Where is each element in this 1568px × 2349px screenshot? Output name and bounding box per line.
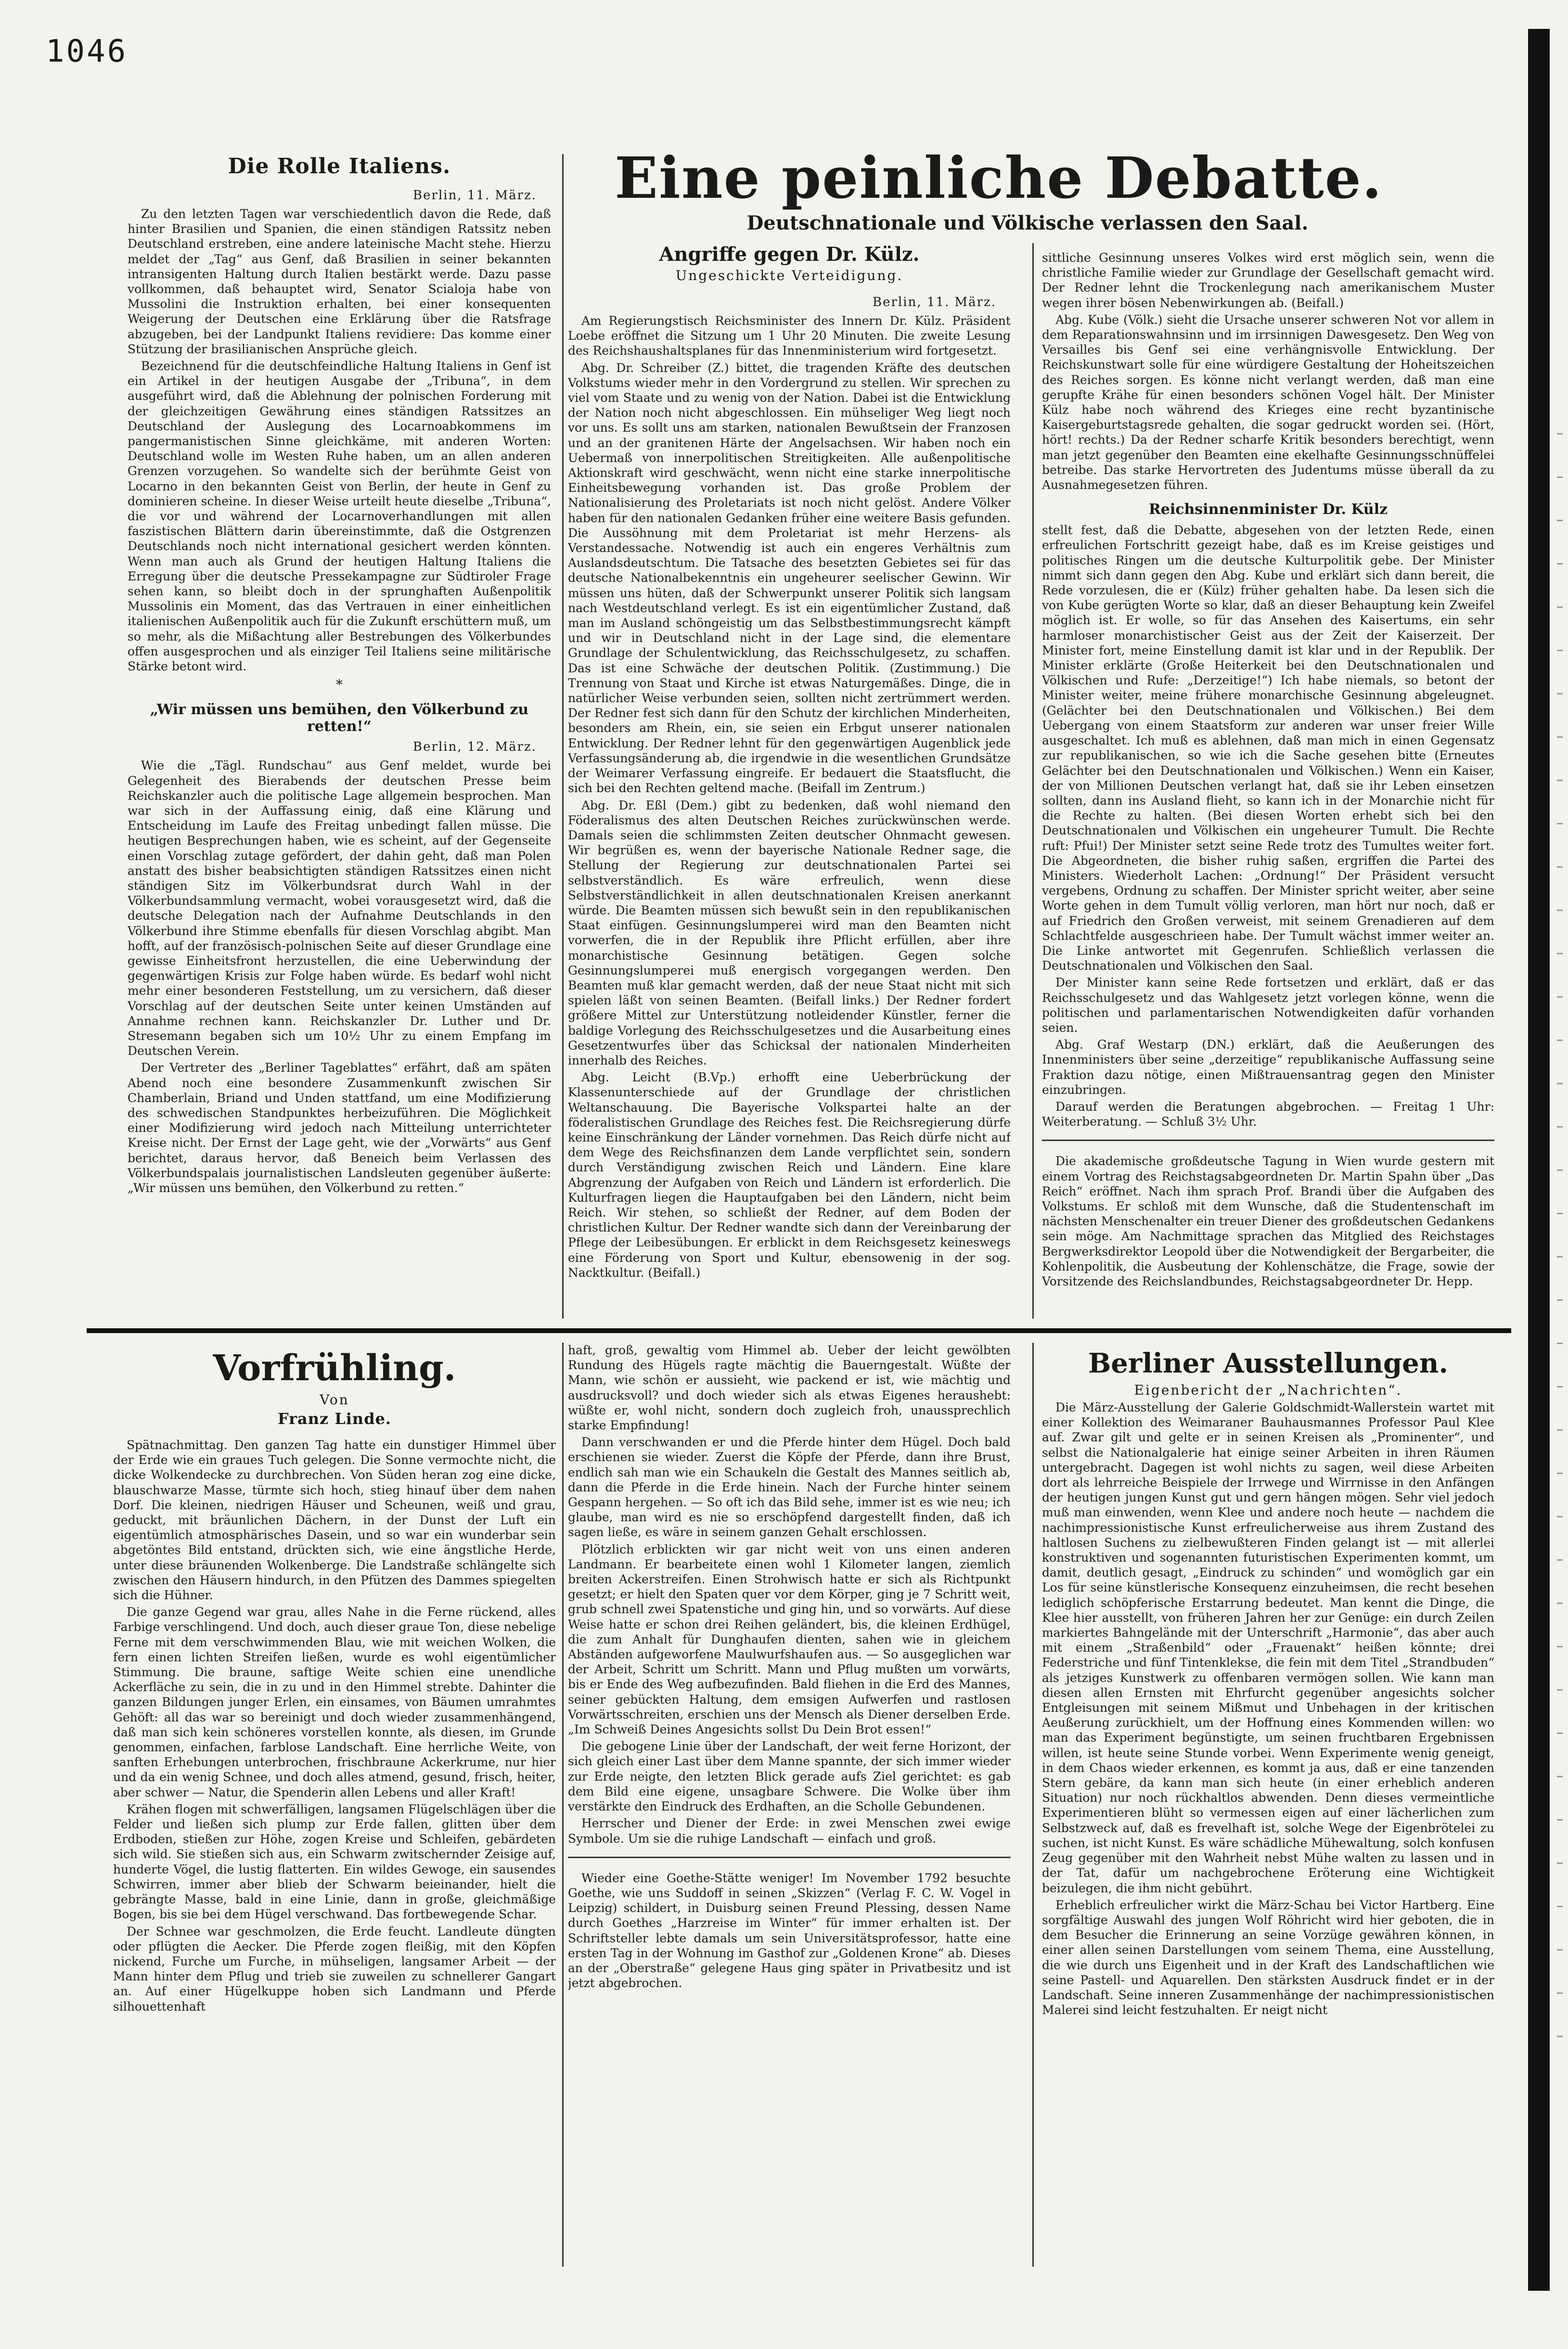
article-title: Die Rolle Italiens. bbox=[228, 154, 451, 179]
kicker-sub: Ungeschickte Verteidigung. bbox=[675, 268, 903, 283]
paragraph: Erheblich erfreulicher wirkt die März-Schau bei Victor Hartberg. Eine sorgfältige Auswahl des jungen Wolf Röhricht wird hier geboten, die in dem Besucher die Erinnerung an seine Vorzüge gewähren können, in einer allen seinen Darstellungen vom seinem Thema, eine Ausstellung, die wie durch uns Eigenheit und in der Kraft des Landschaftlichen wie seine Pastell- und Aquarellen. Den stärksten Ausdruck findet er in der Landschaft. Seine inneren Zusammenhänge der nachimpressionistischen Malerei sind leicht festzuhalten. Er neigt nicht bbox=[1042, 1898, 1494, 2017]
paragraph: haft, groß, gewaltig vom Himmel ab. Ueber der leicht gewölbten Rundung des Hügels ragte mächtig die Bauerngestalt. Wüßte der Mann, wie schön er aussieht, wie packend er ist, wie mächtig und ausdrucksvoll? und doch wieder sich als etwas Eigenes heraushebt: wüßte er, wohl nicht, sondern doch zugleich froh, unaussprechlich starke Empfindung! bbox=[568, 1343, 1011, 1433]
paragraph: Der Vertreter des „Berliner Tageblattes“ erfährt, daß am späten Abend noch eine besondere Zusammenkunft zwischen Sir Chamberlain, Briand und Unden stattfand, um eine Modifizierung des schwedischen Standpunktes herbeizuführen. Die Möglichkeit einer Modifizierung wird jedoch nach Mitteilung unterrichteter Kreise nicht. Der Ernst der Lage geht, wie der „Vorwärts“ aus Genf berichtet, daraus hervor, daß Beneich beim Verlassen des Völkerbundspalais journalistischen Landsleuten gegenüber äußerte: „Wir müssen uns bemühen, den Völkerbund zu retten.“ bbox=[128, 1061, 551, 1195]
column-rule bbox=[562, 1343, 564, 2267]
paragraph: Darauf werden die Beratungen abgebrochen. — Freitag 1 Uhr: Weiterberatung. — Schluß 3½ Uhr. bbox=[1042, 1099, 1494, 1129]
dateline: Berlin, 12. März. bbox=[413, 740, 537, 755]
byline-von: Von bbox=[320, 1392, 349, 1408]
column-rule bbox=[562, 154, 564, 1319]
feuilleton-title: Vorfrühling. bbox=[213, 1348, 456, 1389]
paragraph: Bezeichnend für die deutschfeindliche Haltung Italiens in Genf ist ein Artikel in der heutigen Ausgabe der „Tribuna“, in dem ausgeführt wird, daß die Ablehnung der polnischen Forderung mit der gleichzeitigen Gewährung eines ständigen Ratssitzes an Deutschland der Auslegung des Locarnoabkommens im pangermanistischen Sinne gleichkäme, mit anderen Worten: Deutschland wolle im Westen Ruhe haben, um an allen anderen Grenzen vorzugehen. So wandelte sich der berühmte Geist von Locarno in den bekannten Geist von Berlin, der heute in Genf zu dominieren scheine. In dieser Weise urteilt heute dieselbe „Tribuna“, die vor und während der Locarnoverhandlungen mit allen faszistischen Blättern darin übereinstimmte, daß die Ostgrenzen Deutschlands noch nicht international gesichert werden könnten. Wenn man auch als Grund der heutigen Haltung Italiens die Erregung über die deutsche Pressekampagne zur Südtiroler Frage sehen kann, so bleibt doch in der sprunghaften Außenpolitik Mussolinis ein Moment, das das Vertrauen in einer einheitlichen italienischen Außenpolitik auch für die Zukunft erschüttern muß, um so mehr, als die Mißachtung aller Bestrebungen des Völkerbundes offen ausgesprochen und als einziger Teil Italiens seine militärische Stärke betont wird. bbox=[128, 359, 551, 674]
section-separator bbox=[87, 1328, 1511, 1333]
paragraph: Dann verschwanden er und die Pferde hinter dem Hügel. Doch bald erschienen sie wieder. Zuerst die Köpfe der Pferde, dann ihre Brust, endlich sah man wie ein Schaukeln die Gestalt des Mannes seitlich ab, dann die Pferde in die Erde hinein. Nach der Furche hinter seinem Gespann hergehen. — So oft ich das Bild sehe, immer ist es wie neu; ich glaube, man wird es nie so erschöpfend dargestellt finden, daß ich sagen ließe, es wäre in seinem ganzen Gehalt erschlossen. bbox=[568, 1435, 1011, 1540]
paragraph: Die gebogene Linie über der Landschaft, der weit ferne Horizont, der sich gleich einer Last über dem Manne spannte, der sich immer wieder zur Erde neigte, den letzten Blick gerade aufs Ziel gerichtet: es gab dem Bild eine eigene, unsagbare Schwere. Die Wolke über ihm verstärkte den Eindruck des Erdhaften, an die Scholle Gebundenen. bbox=[568, 1739, 1011, 1814]
article-ausstellungen bbox=[1042, 1348, 1494, 2262]
article-subtitle: Eigenbericht der „Nachrichten“. bbox=[1134, 1382, 1402, 1398]
dateline: Berlin, 11. März. bbox=[413, 188, 537, 203]
column-rule bbox=[1032, 243, 1034, 1319]
headline: Eine peinliche Debatte. bbox=[615, 144, 1383, 211]
news-item bbox=[1042, 1140, 1494, 1289]
paragraph: Abg. Graf Westarp (DN.) erklärt, daß die Aeußerungen des Innenministers über seine „derzeitige“ republikanische Auffassung seine Fraktion dazu nötige, einen Mißtrauensantrag gegen den Minister einzubringen. bbox=[1042, 1038, 1494, 1097]
page-edge-bar bbox=[1528, 29, 1550, 2291]
paragraph: Krähen flogen mit schwerfälligen, langsamen Flügelschlägen über die Felder und ließen sich plump zur Erde fallen, glitten über dem Erdboden, stießen zur Höhe, zogen Kreise und Schleifen, gebärdeten sich wild. Sie stießen sich aus, ein Schwarm zwitschernder Zeisige auf, hunderte Vögel, die lustig flatterten. Ein wildes Gewoge, ein sausendes Schwirren, immer aber blieb der Schwarm beieinander, hielt die gebrängte Masse, bald in eine Linie, dann in große, gleichmäßige Bogen, bis sie bei dem Hügel verschwand. Das fortbewegende Schar. bbox=[113, 1802, 556, 1922]
paragraph: Zu den letzten Tagen war verschiedentlich davon die Rede, daß hinter Brasilien und Spanien, die einen ständigen Ratssitz neben Deutschland erstreben, eine andere lateinische Macht stehe. Hierzu meldet der „Tag“ aus Genf, daß Brasilien in seiner bekannten intransigenten Haltung durch Italien bestärkt werde. Dazu passe vollkommen, daß behauptet wird, Senator Scialoja habe von Mussolini die Instruktion erhalten, bei einer konsequenten Weigerung der Deutschen eine Erklärung über die Ratsfrage abzugeben, bei der Landpunkt Italiens revidiere: Das komme einer Stützung der brasilianischen Ansprüche gleich. bbox=[128, 207, 551, 356]
paragraph: Plötzlich erblickten wir gar nicht weit von uns einen anderen Landmann. Er bearbeitete einen wohl 1 Kilometer langen, ziemlich breiten Ackerstreifen. Einen Strohwisch hatte er sich als Richtpunkt gesetzt; er hielt den Spaten quer vor dem Körper, ging je 7 Schritt weit, grub schnell zwei Spatenstiche und ging hin, und so vorwärts. Auf diese Weise hatte er schon drei Reihen geländert, bis, die kleinen Erdhügel, die zum Anhalt für Dunghaufen dienten, sahen wie in gleichem Abständen aufgeworfene Maulwurfshaufen aus. — So ausgeglichen war der Arbeit, Schritt um Schritt. Mann und Pflug mußten um vorwärts, bis er Ende des Weg aufbezufinden. Bald fliehen in die Erd des Mannes, seiner gebückten Haltung, dem emsigen Aufwerfen und rastlosen Vorwärtsschreiten, erschien uns der Mensch als Diener derselben Erde. „Im Schweiß Deines Angesichts sollst Du Dein Brot essen!“ bbox=[568, 1542, 1011, 1737]
page-edge-marks bbox=[1557, 433, 1563, 2069]
paragraph: Die ganze Gegend war grau, alles Nahe in die Ferne rückend, alles Farbige verschlingend. Und doch, auch dieser graue Ton, diese nebelige Ferne mit dem verschwimmenden Blau, wie mit weichen Wolken, die fern einen lichten Streifen ließen, wurde es wohl eigentümlicher Stimmung. Die braune, saftige Weite schien eine unendliche Ackerfläche zu sein, die in zu und in den Himmel strebte. Dahinter die ganzen Bildungen junger Erlen, ein einsames, von Bäumen umrahmtes Gehöft: all das war so bereinigt und doch wieder zusammenhängend, daß man sich kein schöneres vorstellen konnte, als diesen, im Grunde genommen, einfachen, farblose Landschaft. Eine herrliche Weite, von sanften Erhebungen unterbrochen, frischbraune Ackerkrume, nur hier und da ein wenig Schnee, und doch alles atmend, gesund, frisch, heiter, aber schwer — Natur, die Spenderin allen Lebens und aller Kraft! bbox=[113, 1605, 556, 1799]
page-number: 1046 bbox=[46, 34, 128, 69]
dateline: Berlin, 11. März. bbox=[873, 295, 996, 309]
paragraph: Spätnachmittag. Den ganzen Tag hatte ein dunstiger Himmel über der Erde wie ein graues Tuch gelegen. Die Sonne vermochte nicht, die dicke Wolkendecke zu durchbrechen. Von Süden heran zog eine dicke, blauschwarze Masse, türmte sich hoch, stieg hinauf über dem nahen Dorf. Die kleinen, niedrigen Häuser und Scheunen, weiß und grau, geduckt, mit bräunlichen Dächern, in der Dunst der Luft ein eigentümlich atmosphärisches Dasein, und so war ein wunderbar sein abgetöntes Bild entstand, drückten sich, wie eine ängstliche Herde, unter diese bräunenden Wolkenberge. Die Landstraße schlängelte sich zwischen den Häusern hindurch, in den Pfützen des Dammes spiegelten sich die Hühner. bbox=[113, 1438, 556, 1603]
paragraph: Der Schnee war geschmolzen, die Erde feucht. Landleute düngten oder pflügten die Aecker. Die Pferde zogen fleißig, mit den Köpfen nickend, Furche um Furche, in mühseligen, langsamer Arbeit — der Mann hinter dem Pflug und trieb sie zuweilen zu schnellerer Gangart an. Auf einer Hügelkuppe hoben sich Landmann und Pferde silhouettenhaft bbox=[113, 1924, 556, 2014]
debatte-column-1 bbox=[568, 243, 1011, 1316]
feuilleton-vorfruehling-cont bbox=[568, 1343, 1011, 2262]
subheadline: Deutschnationale und Völkische verlassen den Saal. bbox=[746, 212, 1309, 234]
article-title: Berliner Ausstellungen. bbox=[1088, 1348, 1449, 1379]
paragraph: Die akademische großdeutsche Tagung in Wien wurde gestern mit einem Vortrag des Reichstagsabgeordneten Dr. Martin Spahn über „Das Reich“ eröffnet. Nach ihm sprach Prof. Brandi über die Aufgaben des Volkstums. Er schloß mit dem Wunsche, daß die Studentenschaft im nächsten Menschenalter ein treuer Diener des großdeutschen Gedankens sein möge. Am Nachmittage sprachen das Mitglied des Reichstages Bergwerksdirektor Leopold über die Notwendigkeit der Bergarbeiter, die Kohlenpolitik, die Ausbeutung der Kohlenschätze, die Frage, sowie der Vorsitzende des Reichslandbundes, Reichstagsabgeordneter Dr. Hepp. bbox=[1042, 1154, 1494, 1288]
paragraph: Die März-Ausstellung der Galerie Goldschmidt-Wallerstein wartet mit einer Kollektion des Weimaraner Bauhausmannes Professor Paul Klee auf. Zwar gilt und gelte er in seinen Kreisen als „Prominenter“, und selbst die Nationalgalerie hat einige seiner Arbeiten in ihren Räumen untergebracht. Dagegen ist wohl nichts zu sagen, weil diese Arbeiten dort als lehrreiche Beispiele der Irrwege und Wirrnisse in den Anfängen der heutigen jungen Kunst gut und gern hängen mögen. Sehr viel jedoch muß man einwenden, wenn Klee und andere noch heute — nachdem die nachimpressionistische Kunst erfreulicherweise aus ihrem Zustand des haltlosen Suchens zu zielbewußteren Finden gelangt ist — mit allerlei konstruktiven und sogenannten futuristischen Experimenten kommt, um damit, deutlich gesagt, „Eindruck zu schinden“ und womöglich gar ein Los für seine künstlerische Konsequenz einzuheimsen, die recht besehen lediglich schöpferische Erstarrung bedeutet. Man kennt die Dinge, die Klee hier ausstellt, von früheren Jahren her zur Genüge: ein durch Zeilen markiertes Bahngelände mit der Unterschrift „Harmonie“, das aber auch mit einem „Straßenbild“ oder „Frauenakt“ heißen könnte; drei Federstriche und fünf Tintenklekse, die fein mit dem Titel „Strandbuden“ als jetziges Kunstwerk zu offenbaren vermögen sollen. Wie kann man diesen allen Ernsten mit Ehrfurcht gegenüber angesichts solcher Entgleisungen mit seinem Mißmut und Unbehagen in der kritischen Aeußerung zurückhielt, um der Hoffnung eines Kommenden willen: wo man das Experiment begünstigte, um seinen fruchtbaren Ergebnissen willen, ist heute seine Stunde vorbei. Wenn Experimente wenig geneigt, in dem Chaos wieder erkennen, es kommt ja aus, daß er eine tanzenden Stern gebäre, da kann man sich heute (in einer erheblich anderen Situation) nur noch rückhaltlos abwenden. Denn dieses vermeintliche Experimentieren blüht so vermessen eigen auf einer lächerlichen zum Selbstzweck auf, daß es frevelhaft ist, solche Wege der Eigenbrötelei zu suchen, ist nicht Kunst. Es wäre schädliche Mühewaltung, solch konfusen Zeug gegenüber mit den Wahrheit nebst Mühe walten zu lassen und in der Tat, dafür um nachgebrochene Eröterung eine Wichtigkeit beizulegen, die ihm nicht gebührt. bbox=[1042, 1400, 1494, 1895]
paragraph: stellt fest, daß die Debatte, abgesehen von der letzten Rede, einen erfreulichen Fortschritt gezeigt habe, daß es im Kreise geistiges und politisches Ringen um die deutsche Kulturpolitik gebe. Der Minister nimmt sich dann gegen den Abg. Kube und erklärt sich dann bereit, die Rede vorzulesen, die er (Külz) früher gehalten habe. Da lesen sich die von Kube gerügten Worte so klar, daß an dieser Behauptung kein Zweifel möglich ist. Er wolle, so für das Ansehen des Kaisertums, ein sehr harmloser monarchistischer Geist aus der Zeit der Kaiserzeit. Der Minister fort, meine Einstellung damit ist klar und in der Republik. Der Minister erklärte (Große Heiterkeit bei den Deutschnationalen und Völkischen und Rufe: „Derzeitige!“) Ich habe niemals, so betont der Minister weiter, meine frühere monarchische Gesinnung abgeleugnet. (Gelächter bei den Deutschnationalen und Völkischen.) Bei dem Uebergang von einem Staatsform zur anderen war unser freier Wille ausgeschaltet. Ich muß es ablehnen, daß man mich in einen Gegensatz zur republikanischen, so wie ich die Sache gesehen bitte (Erneutes Gelächter bei den Deutschnationalen und Völkischen.) Wenn ein Kaiser, der von Millionen Deutschen verlangt hat, daß sie ihr Leben einsetzen sollten, dann ins Ausland flieht, so kann ich in der Monarchie nicht für die Rechte zu halten. (Bei diesen Worten erhebt sich bei den Deutschnationalen und Völkischen ein ungeheurer Tumult. Die Rechte ruft: Pfui!) Der Minister setzt seine Rede trotz des Tumultes weiter fort. Die Abgeordneten, die bisher ruhig saßen, ergriffen die Partei des Ministers. Wiederholt Lachen: „Ordnung!“ Der Präsident versucht vergebens, Ordnung zu schaffen. Der Minister spricht weiter, aber seine Worte gehen in dem Tumult völlig verloren, man hört nur noch, daß er auf Friedrich den Großen verweist, mit seinem Grenadieren auf dem Schlachtfelde ausgeschrieen habe. Der Tumult wächst immer weiter an. Die Linke antwortet mit Gegenrufen. Schließlich verlassen die Deutschnationalen und Völkischen den Saal. bbox=[1042, 523, 1494, 973]
paragraph: Abg. Dr. Schreiber (Z.) bittet, die tragenden Kräfte des deutschen Volkstums wieder mehr in den Vordergrund zu stellen. Wir sprechen zu viel vom Staate und zu wenig von der Nation. Dabei ist die Entwicklung der Nation noch nicht abgeschlossen. Ein mühseliger Weg liegt noch vor uns. Es sollt uns am starken, nationalen Bewußtsein der Franzosen und an der granitenen Härte der Angelsachsen. Wir haben noch ein Uebermaß von innerpolitischen Streitigkeiten. Alle außenpolitische Aktionskraft wird geschwächt, wenn nicht eine starke innerpolitische Einheitsbewegung vorhanden ist. Das große Problem der Nationalisierung des Proletariats ist noch nicht gelöst. Andere Völker haben für den nationalen Gedanken früher eine weitere Basis gefunden. Die Aussöhnung mit dem Proletariat ist mehr Herzens- als Verstandessache. Notwendig ist auch ein engeres Verhältnis zum Auslandsdeutschtum. Die Tatsache des besetzten Gebietes sei für das deutsche Nationalbekenntnis ein ungeheurer seelischer Gewinn. Wir müssen uns hüten, daß der Schwerpunkt unserer Politik sich langsam nach Westdeutschland verlegt. Es ist ein eigentümlicher Zustand, daß man im Ausland schöngeistig um das Selbstbestimmungsrecht kämpft und wir in Deutschland nicht in der Lage sind, die elementare Grundlage der Schulentwicklung, das Reichsschulgesetz, zu schaffen. Das ist eine Schwäche der deutschen Politik. (Zustimmung.) Die Trennung von Staat und Kirche ist etwas Naturgemäßes. Dinge, die in natürlicher Weise verbunden seien, sollten nicht zertrümmert werden. Der Redner fest sich dann für den Schutz der kirchlichen Minderheiten, besonders am Rhein, ein, sie seien ein Erbgut unserer nationalen Entwicklung. Der Redner lehnt für den gegenwärtigen Augenblick jede Verfassungsänderung ab, die irgendwie in die wesentlichen Grundsätze der Weimarer Verfassung eingreife. Er bedauert die Staatsflucht, die sich bei den Rechten geltend mache. (Beifall im Zentrum.) bbox=[568, 360, 1011, 796]
news-item bbox=[568, 1857, 1011, 1991]
column-rule bbox=[1032, 1343, 1034, 2267]
paragraph: sittliche Gesinnung unseres Volkes wird erst möglich sein, wenn die christliche Familie wieder zur Grundlage der Gesellschaft gemacht wird. Der Redner lehnt die Trockenlegung nach amerikanischem Muster wegen ihrer bösen Nebenwirkungen ab. (Beifall.) bbox=[1042, 251, 1494, 310]
author: Franz Linde. bbox=[277, 1410, 392, 1428]
paragraph: Der Minister kann seine Rede fortsetzen und erklärt, daß er das Reichsschulgesetz und das Wahlgesetz jetzt vorlegen könne, wenn die politischen und parlamentarischen Notwendigkeiten dafür vorhanden seien. bbox=[1042, 976, 1494, 1035]
paragraph: Herrscher und Diener der Erde: in zwei Menschen zwei ewige Symbole. Um sie die ruhige Landschaft — einfach und groß. bbox=[568, 1816, 1011, 1846]
section-quote-heading: „Wir müssen uns bemühen, den Völkerbund zu retten!“ bbox=[150, 701, 529, 735]
debatte-column-2 bbox=[1042, 250, 1494, 1316]
paragraph: Wie die „Tägl. Rundschau“ aus Genf meldet, wurde bei Gelegenheit des Bierabends der deutschen Presse beim Reichskanzler auch die politische Lage allgemein besprochen. Man war sich in der Auffassung einig, daß eine Klärung und Entscheidung im Laufe des Freitag unbedingt fallen müsse. Die heutigen Besprechungen haben, wie es scheint, auf der Gegenseite einen Vorschlag zutage gefördert, der dahin geht, daß man Polen anstatt des bisher beabsichtigten ständigen Ratssitzes einen nicht ständigen Sitz im Völkerbundsrat durch Wahl in der Völkerbundsammlung vermacht, wobei vorausgesetzt wird, daß die deutsche Delegation nach der Aufnahme Deutschlands in den Völkerbund ihre Stimme ebenfalls für diesen Vorschlag abgibt. Man hofft, auf der französisch-polnischen Seite auf dieser Grundlage eine gewisse Einheitsfront herzustellen, die eine Ueberwindung der gegenwärtigen Krisis zur Folge haben würde. Es bedarf wohl nicht mehr einer besonderen Feststellung, um zu versichern, daß dieser Vorschlag auf der deutschen Seite unter keinen Umständen auf Annahme rechnen kann. Reichskanzler Dr. Luther und Dr. Stresemann begaben sich um 10½ Uhr zu einem Empfang im Deutschen Verein. bbox=[128, 758, 551, 1058]
paragraph: Abg. Kube (Völk.) sieht die Ursache unserer schweren Not vor allem in dem Reparationswahnsinn und im irrsinnigen Dawesgesetz. Den Weg von Versailles bis Genf sei eine verhängnisvolle Entwicklung. Der Reichskunstwart solle für eine würdigere Gestaltung der Hoheitszeichen des Reiches sorgen. Es könne nicht verlangt werden, daß man eine gerupfte Krähe für einen besonders schönen Vogel hält. Der Minister Külz habe noch während des Krieges eine recht byzantinische Kaisergeburtstagsrede gehalten, die sogar gedruckt worden sei. (Hört, hört! rechts.) Da der Redner scharfe Kritik besonders berechtigt, wenn man jetzt gegenüber den Beamten eine ekelhafte Gesinnungsschnüffelei betreibe. Das starke Hervortreten des Judentums müsse überall da zu Ausnahmegesetzen führen. bbox=[1042, 312, 1494, 492]
feuilleton-vorfruehling bbox=[113, 1348, 556, 2262]
paragraph: Am Regierungstisch Reichsminister des Innern Dr. Külz. Präsident Loebe eröffnet die Sitzung um 1 Uhr 20 Minuten. Die zweite Lesung des Reichshaushaltsplanes für das Innenministerium wird fortgesetzt. bbox=[568, 314, 1011, 358]
paragraph: Abg. Dr. Eßl (Dem.) gibt zu bedenken, daß wohl niemand den Föderalismus des alten Deutschen Reiches zurückwünschen werde. Damals seien die schlimmsten Zeiten deutscher Ohnmacht gewesen. Wir begrüßen es, wenn der bayerische Nationale Redner sage, die Stellung der Regierung zur deutschnationalen Partei sei selbstverständlich. Es wäre erfreulich, wenn diese Selbstverständlichkeit in allen deutschnationalen Kreisen anerkannt würde. Die Beamten müssen sich bewußt sein in den republikanischen Staat einfügen. Gesinnungslumperei wird man den Beamten nicht vorwerfen, die in der Republik ihre Pflicht erfüllen, aber ihre monarchistische Gesinnung betätigen. Gegen solche Gesinnungslumperei muß energisch vorgegangen werden. Den Beamten muß klar gemacht werden, daß der neue Staat nicht mit sich spielen läßt von seinen Beamten. (Beifall links.) Der Redner fordert größere Mittel zur Unterstützung notleidender Künstler, ferner die baldige Vorlegung des Reichsschulgesetzes und die Ausarbeitung eines Gesetzentwurfes über das Schicksal der nationalen Minderheiten innerhalb des Reiches. bbox=[568, 798, 1011, 1067]
paragraph: Wieder eine Goethe-Stätte weniger! Im November 1792 besuchte Goethe, wie uns Suddoff in seinen „Skizzen“ (Verlag F. C. W. Vogel in Leipzig) schildert, in Duisburg seinen Freund Plessing, dessen Name durch Goethes „Harzreise im Winter“ für immer erhalten ist. Der Schriftsteller lebte damals um sein Universitätsprofessor, hatte eine ersten Tag in der Wohnung im Gasthof zur „Goldenen Krone“ ab. Dieses an der „Oberstraße“ gelegene Haus ging später in Privatbesitz und ist jetzt abgebrochen. bbox=[568, 1871, 1011, 1990]
kicker: Angriffe gegen Dr. Külz. bbox=[659, 243, 920, 266]
speaker-heading: Reichsinnenminister Dr. Külz bbox=[1148, 501, 1388, 518]
paragraph: Abg. Leicht (B.Vp.) erhofft eine Ueberbrückung der Klassenunterschiede auf der Grundlage der christlichen Weltanschauung. Die Bayerische Volkspartei halte an der föderalistischen Grundlage des Reiches fest. Die Reichsregierung dürfe keine Einschränkung der Länder vornehmen. Das Reich dürfe nicht auf dem Wege des Reichsfinanzen dem Lande verpflichtet sein, sondern durch Verständigung zwischen Reich und Ländern. Eine klare Abgrenzung der Aufgaben von Reich und Ländern ist erforderlich. Die Kulturfragen liegen die Hauptaufgaben bei den Ländern, nicht beim Reich. Wir stehen, so schließt der Redner, auf dem Boden der christlichen Kultur. Der Redner wandte sich dann der Vereinbarung der Pflege der Leibesübungen. Er erblickt in dem Reichsgesetz keineswegs eine Förderung von Sport und Kultur, ebensowenig in der sog. Nacktkultur. (Beifall.) bbox=[568, 1070, 1011, 1280]
article-italiens bbox=[128, 154, 551, 1314]
section-star: * bbox=[336, 677, 343, 693]
